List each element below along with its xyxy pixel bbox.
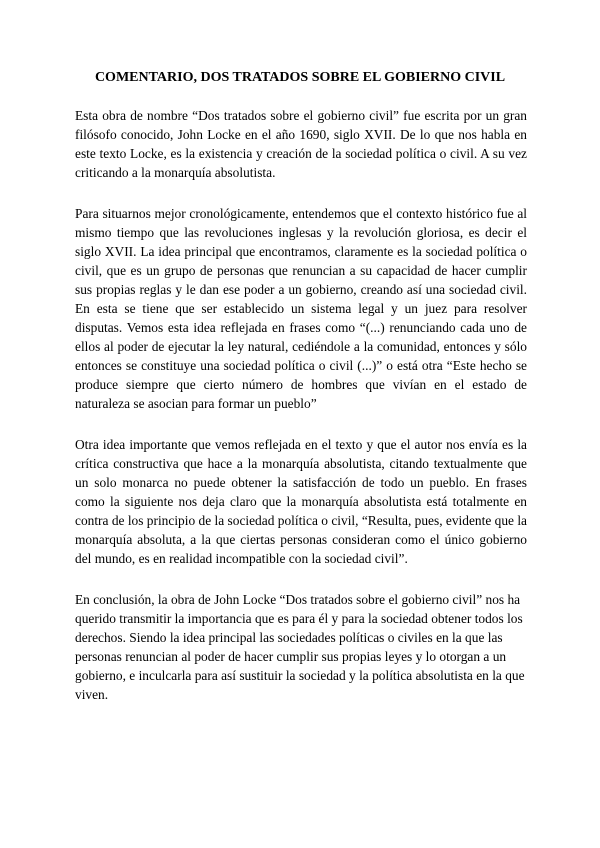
paragraph-critique-monarchy: Otra idea importante que vemos reflejada en el texto y que el autor nos envía es la crítica constructiva que hace a la monarquía absolutista, citando textualmente que un solo monarca no puede obtener la satisfacción de todo un pueblo. En frases como la siguiente nos deja claro que la monarquía absolutista está totalmente en contra de los principio de la sociedad política o civil, “Resulta, pues, evidente que la monarquía absoluta, a la que ciertas personas consideran como el único gobierno del mundo, es en realidad incompatible con la sociedad civil”.: [75, 437, 527, 566]
document-body: [75, 106, 527, 726]
paragraph-conclusion: En conclusión, la obra de John Locke “Dos tratados sobre el gobierno civil” nos ha querido transmitir la importancia que es para él y para la sociedad obtener todos los derechos. Siendo la idea principal las sociedades políticas o civiles en la que las personas renuncian al poder de hacer cumplir sus propias leyes y lo otorgan a un gobierno, e inculcarla para así sustituir la sociedad y la política absolutista en la que viven.: [75, 592, 525, 702]
paragraph-introduction: Esta obra de nombre “Dos tratados sobre el gobierno civil” fue escrita por un gran filósofo conocido, John Locke en el año 1690, siglo XVII. De lo que nos habla en este texto Locke, es la existencia y creación de la sociedad política o civil. A su vez criticando a la monarquía absolutista.: [75, 108, 527, 180]
paragraph-context-main-idea: Para situarnos mejor cronológicamente, entendemos que el contexto histórico fue al mismo tiempo que las revoluciones inglesas y la revolución gloriosa, es decir el siglo XVII. La idea principal que encontramos, claramente es la sociedad política o civil, que es un grupo de personas que renuncian a su capacidad de hacer cumplir sus propias reglas y le dan ese poder a un gobierno, creando así una sociedad civil. En esta se tiene que ser establecido un sistema legal y un juez para resolver disputas. Vemos esta idea reflejada en frases como “(...) renunciando cada uno de ellos al poder de ejecutar la ley natural, cediéndole a la comunidad, entonces y sólo entonces se constituye una sociedad política o civil (...)” o está otra “Este hecho se produce siempre que cierto número de hombres que vivían en el estado de naturaleza se asocian para formar un pueblo”: [75, 206, 527, 411]
document-title: COMENTARIO, DOS TRATADOS SOBRE EL GOBIERNO CIVIL: [94, 70, 506, 85]
